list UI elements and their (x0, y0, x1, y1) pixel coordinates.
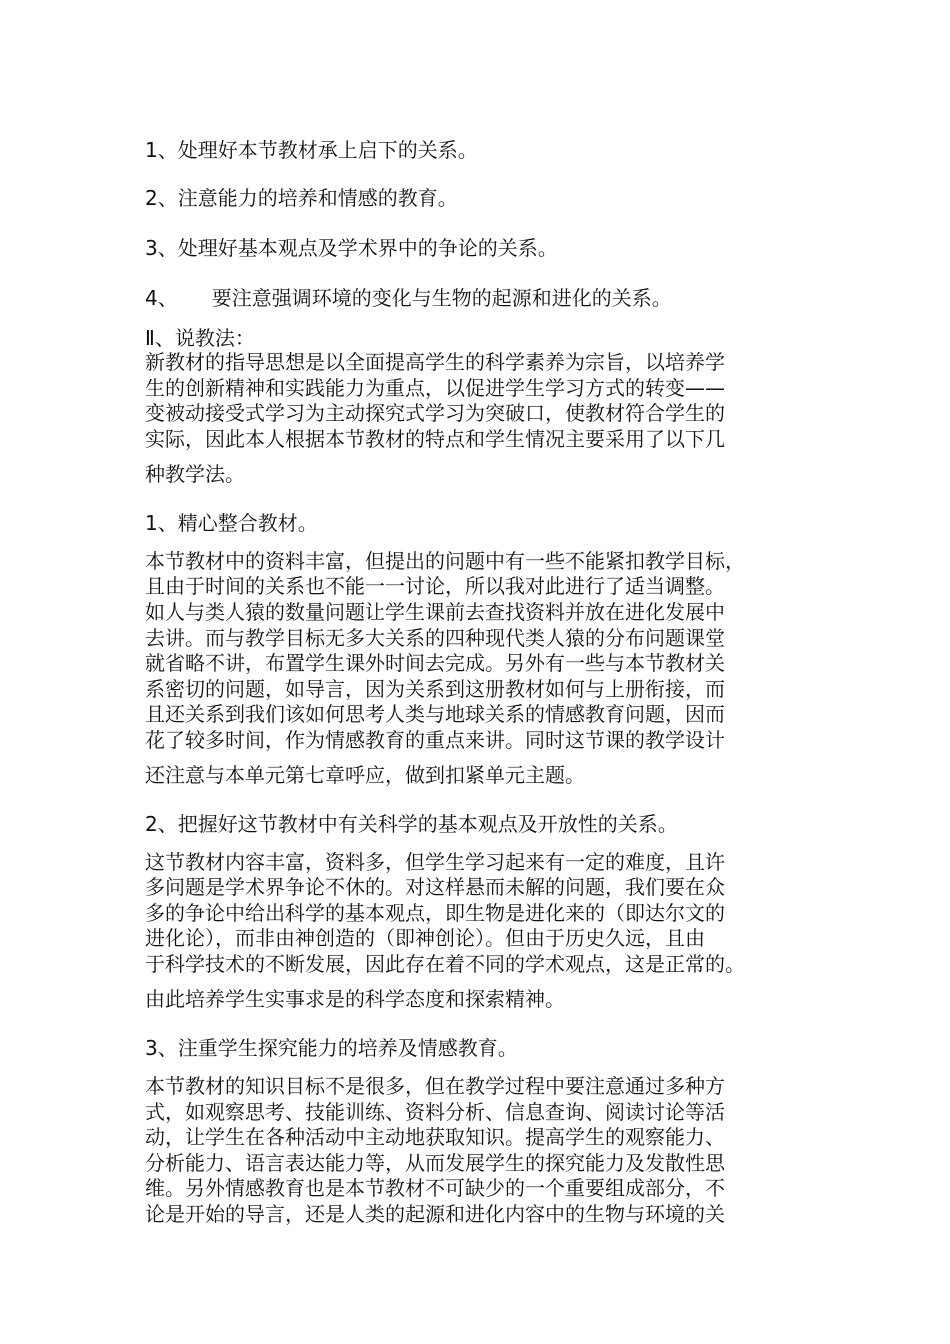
paragraph-2-line: 还注意与本单元第七章呼应，做到扣紧单元主题。 (145, 763, 585, 787)
paragraph-4-line: 论是开始的导言，还是人类的起源和进化内容中的生物与环境的关 (145, 1202, 725, 1226)
paragraph-1-line: 实际，因此本人根据本节教材的特点和学生情况主要采用了以下几 (145, 427, 725, 451)
paragraph-2-line: 花了较多时间，作为情感教育的重点来讲。同时这节课的教学设计 (145, 728, 725, 752)
paragraph-2-line: 如人与类人猿的数量问题让学生课前去查找资料并放在进化发展中 (145, 600, 725, 624)
paragraph-4-line: 式，如观察思考、技能训练、资料分析、信息查询、阅读讨论等活 (145, 1100, 725, 1124)
paragraph-4-line: 维。另外情感教育也是本节教材不可缺少的一个重要组成部分，不 (145, 1176, 725, 1200)
list-item-4 (145, 286, 672, 310)
paragraph-4-line: 动，让学生在各种活动中主动地获取知识。提高学生的观察能力、 (145, 1125, 725, 1149)
subheading-3: 3、注重学生探究能力的培养及情感教育。 (145, 1036, 518, 1060)
list-item-4-text: 要注意强调环境的变化与生物的起源和进化的关系。 (211, 286, 672, 310)
paragraph-3-line: 由此培养学生实事求是的科学态度和探索精神。 (145, 987, 565, 1011)
paragraph-3-line: 这节教材内容丰富，资料多，但学生学习起来有一定的难度，且许 (145, 850, 725, 874)
paragraph-2-line: 且由于时间的关系也不能一一讨论，所以我对此进行了适当调整。 (145, 574, 725, 598)
subheading-2: 2、把握好这节教材中有关科学的基本观点及开放性的关系。 (145, 812, 678, 836)
paragraph-4-line: 本节教材的知识目标不是很多，但在教学过程中要注意通过多种方 (145, 1074, 725, 1098)
paragraph-4-line: 分析能力、语言表达能力等，从而发展学生的探究能力及发散性思 (145, 1151, 725, 1175)
paragraph-2-line: 去讲。而与教学目标无多大关系的四种现代类人猿的分布问题课堂 (145, 626, 725, 650)
list-item-2: 2、注意能力的培养和情感的教育。 (145, 186, 458, 210)
paragraph-3-line: 于科学技术的不断发展，因此存在着不同的学术观点，这是正常的。 (145, 952, 745, 976)
section-title: Ⅱ、说教法： (145, 326, 255, 350)
paragraph-1-line: 种教学法。 (145, 462, 245, 486)
paragraph-1-line: 生的创新精神和实践能力为重点，以促进学生学习方式的转变—— (145, 376, 725, 400)
paragraph-2-line: 且还关系到我们该如何思考人类与地球关系的情感教育问题，因而 (145, 702, 725, 726)
list-item-3: 3、处理好基本观点及学术界中的争论的关系。 (145, 236, 558, 260)
paragraph-2-line: 本节教材中的资料丰富，但提出的问题中有一些不能紧扣教学目标， (145, 549, 745, 573)
paragraph-3-line: 进化论），而非由神创造的（即神创论）。但由于历史久远，且由 (145, 926, 705, 950)
paragraph-1-line: 变被动接受式学习为主动探究式学习为突破口，使教材符合学生的 (145, 401, 725, 425)
paragraph-3-line: 多问题是学术界争论不休的。对这样悬而未解的问题，我们要在众 (145, 875, 725, 899)
list-item-4-number: 4、 (145, 286, 178, 310)
paragraph-1-line: 新教材的指导思想是以全面提高学生的科学素养为宗旨，以培养学 (145, 350, 725, 374)
list-item-1: 1、处理好本节教材承上启下的关系。 (145, 138, 478, 162)
paragraph-3-line: 多的争论中给出科学的基本观点，即生物是进化来的（即达尔文的 (145, 901, 725, 925)
subheading-1: 1、精心整合教材。 (145, 511, 318, 535)
paragraph-2-line: 就省略不讲，布置学生课外时间去完成。另外有一些与本节教材关 (145, 651, 725, 675)
paragraph-2-line: 系密切的问题，如导言，因为关系到这册教材如何与上册衔接，而 (145, 677, 725, 701)
